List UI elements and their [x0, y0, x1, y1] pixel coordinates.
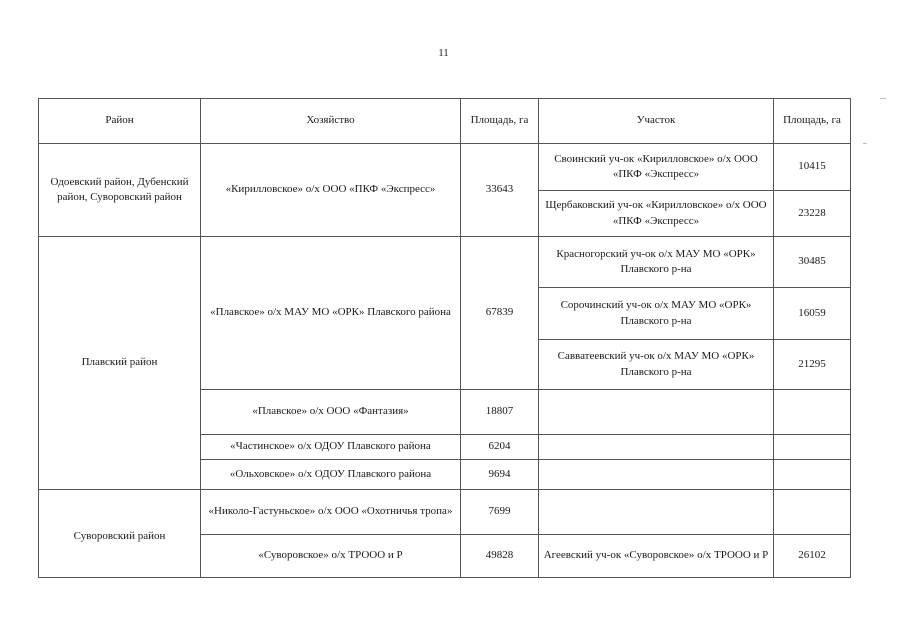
- plot-area-cell: 23228: [774, 191, 851, 237]
- plot-cell: Красногорский уч-ок о/х МАУ МО «ОРК» Плавского р-на: [539, 237, 774, 288]
- header-row: [39, 99, 851, 144]
- plot-cell: [539, 490, 774, 535]
- farm-cell: «Кирилловское» о/х ООО «ПКФ «Экспресс»: [201, 144, 461, 237]
- plot-cell: Савватеевский уч-ок о/х МАУ МО «ОРК» Плавского р-на: [539, 340, 774, 390]
- plot-cell: [539, 435, 774, 460]
- header-plot-area: Площадь, га: [774, 99, 851, 144]
- farm-area-cell: 7699: [461, 490, 539, 535]
- farm-cell: «Суворовское» о/х ТРООО и Р: [201, 535, 461, 578]
- plot-cell: Агеевский уч-ок «Суворовское» о/х ТРООО и Р: [539, 535, 774, 578]
- district-cell: Суворовский район: [39, 490, 201, 578]
- plot-cell: Сорочинский уч-ок о/х МАУ МО «ОРК» Плавского р-на: [539, 288, 774, 340]
- plot-area-cell: [774, 490, 851, 535]
- plot-area-cell: 26102: [774, 535, 851, 578]
- district-cell: Плавский район: [39, 237, 201, 490]
- plot-cell: [539, 390, 774, 435]
- table-row: [39, 144, 851, 191]
- farm-cell: «Ольховское» о/х ОДОУ Плавского района: [201, 460, 461, 490]
- farm-area-cell: 18807: [461, 390, 539, 435]
- farm-area-cell: 67839: [461, 237, 539, 390]
- plot-area-cell: 16059: [774, 288, 851, 340]
- plot-cell: Щербаковский уч-ок «Кирилловское» о/х ООО «ПКФ «Экспресс»: [539, 191, 774, 237]
- farm-cell: «Николо-Гастуньское» о/х ООО «Охотничья тропа»: [201, 490, 461, 535]
- farm-area-cell: 33643: [461, 144, 539, 237]
- page-number: 11: [438, 47, 449, 59]
- header-district: Район: [39, 99, 201, 144]
- scan-mark: [880, 98, 886, 99]
- header-farm-area: Площадь, га: [461, 99, 539, 144]
- plot-cell: [539, 460, 774, 490]
- scan-mark: [863, 143, 867, 144]
- table-row: [39, 237, 851, 288]
- plot-area-cell: 30485: [774, 237, 851, 288]
- plot-area-cell: 21295: [774, 340, 851, 390]
- header-farm: Хозяйство: [201, 99, 461, 144]
- farm-cell: «Плавское» о/х МАУ МО «ОРК» Плавского района: [201, 237, 461, 390]
- plot-area-cell: [774, 435, 851, 460]
- table-row: [39, 490, 851, 535]
- plot-area-cell: [774, 460, 851, 490]
- plot-cell: Своинский уч-ок «Кирилловское» о/х ООО «ПКФ «Экспресс»: [539, 144, 774, 191]
- farm-cell: «Плавское» о/х ООО «Фантазия»: [201, 390, 461, 435]
- district-cell: Одоевский район, Дубенский район, Суворовский район: [39, 144, 201, 237]
- farm-area-cell: 6204: [461, 435, 539, 460]
- farm-cell: «Частинское» о/х ОДОУ Плавского района: [201, 435, 461, 460]
- plot-area-cell: [774, 390, 851, 435]
- farm-area-cell: 49828: [461, 535, 539, 578]
- farm-area-cell: 9694: [461, 460, 539, 490]
- land-allocation-table: [38, 98, 851, 578]
- header-plot: Участок: [539, 99, 774, 144]
- plot-area-cell: 10415: [774, 144, 851, 191]
